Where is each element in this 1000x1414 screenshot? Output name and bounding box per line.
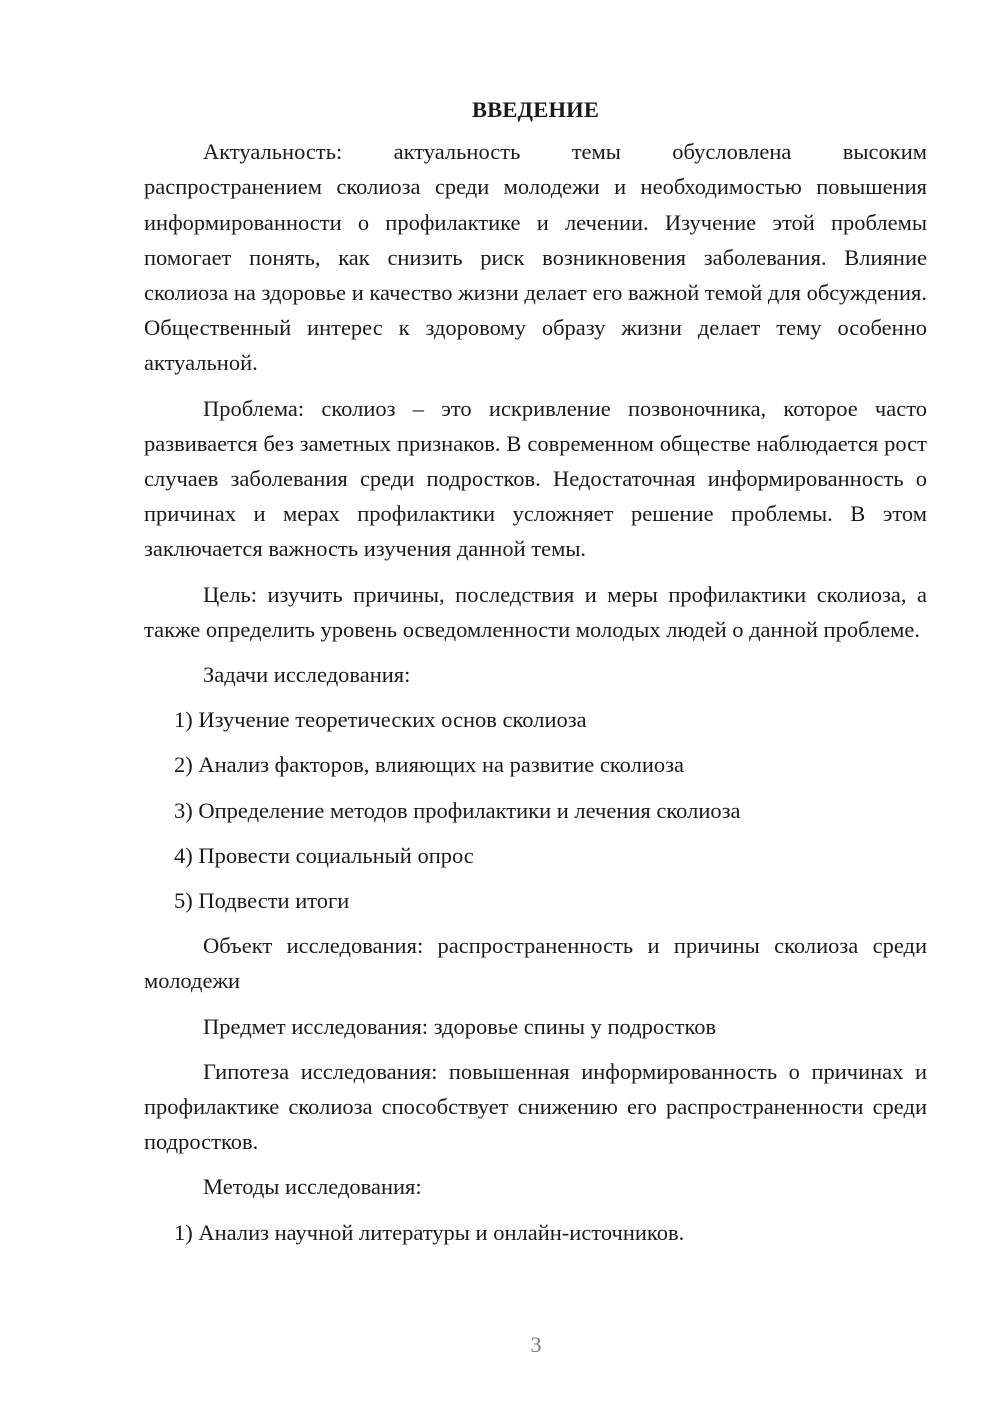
page-number: 3: [530, 1332, 542, 1357]
hypothesis-paragraph: Гипотеза исследования: повышенная информированность о причинах и профилактике сколиоза способствует снижению его распространенности среди подростков.: [144, 1058, 927, 1155]
goal-paragraph: Цель: изучить причины, последствия и меры профилактики сколиоза, а также определить уровень осведомленности молодых людей о данной проблеме.: [144, 581, 927, 642]
task-item: 5) Подвести итоги: [174, 888, 350, 914]
subject-paragraph: Предмет исследования: здоровье спины у подростков: [203, 1013, 717, 1039]
document-body: [144, 92, 927, 1260]
task-item: 1) Изучение теоретических основ сколиоза: [174, 707, 587, 733]
task-item: 3) Определение методов профилактики и лечения сколиоза: [174, 797, 741, 823]
task-item: 2) Анализ факторов, влияющих на развитие сколиоза: [174, 752, 685, 778]
task-item: 4) Провести социальный опрос: [174, 842, 474, 868]
method-item: 1) Анализ научной литературы и онлайн-источников.: [174, 1219, 685, 1245]
problem-paragraph: Проблема: сколиоз – это искривление позвоночника, которое часто развивается без заметных признаков. В современном обществе наблюдается рост случаев заболевания среди подростков. Недостаточная информированность о причинах и мерах профилактики усложняет решение проблемы. В этом заключается важность изучения данной темы.: [144, 395, 927, 562]
page-title: ВВЕДЕНИЕ: [471, 97, 600, 122]
methods-heading: Методы исследования:: [203, 1174, 422, 1200]
object-paragraph: Объект исследования: распространенность и причины сколиоза среди молодежи: [144, 933, 927, 994]
relevance-paragraph: Актуальность: актуальность темы обусловлена высоким распространением сколиоза среди молодежи и необходимостью повышения информированности о профилактике и лечении. Изучение этой проблемы помогает понять, как снизить риск возникновения заболевания. Влияние сколиоза на здоровье и качество жизни делает его важной темой для обсуждения. Общественный интерес к здоровому образу жизни делает тему особенно актуальной.: [144, 139, 927, 376]
tasks-heading: Задачи исследования:: [203, 662, 411, 688]
